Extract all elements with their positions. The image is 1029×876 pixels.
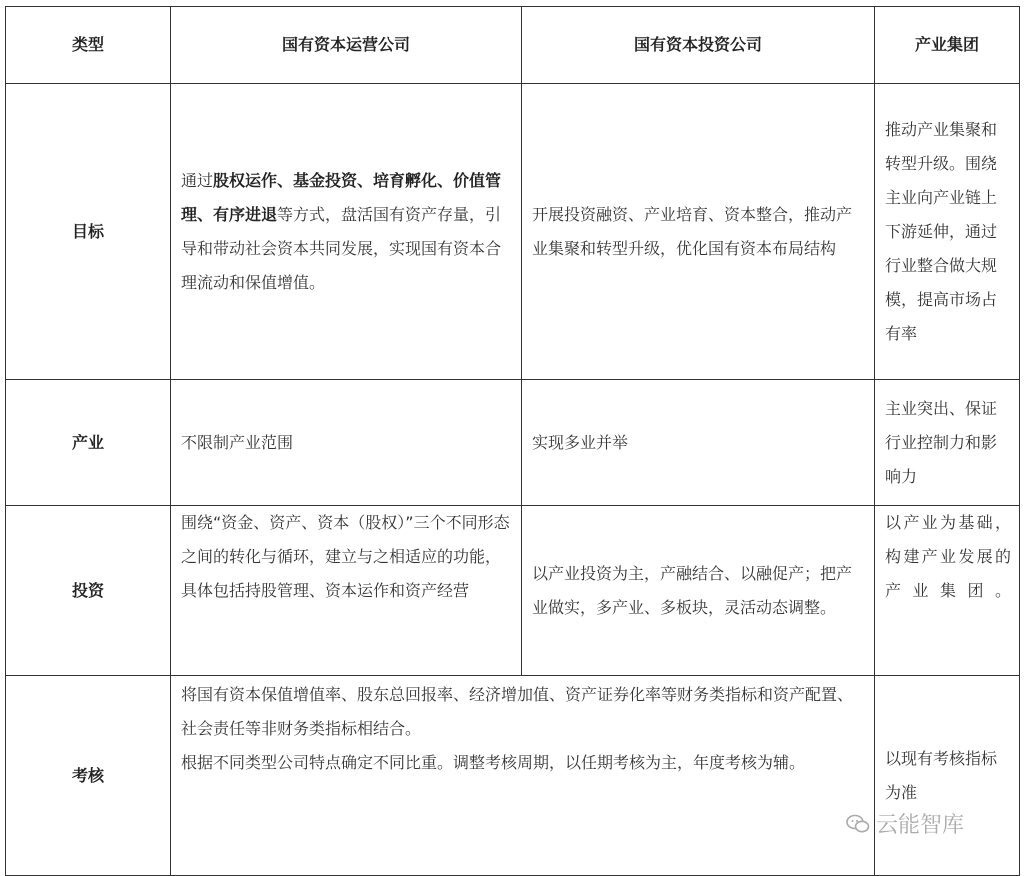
- assessment-text-2: 根据不同类型公司特点确定不同比重。调整考核周期，以任期考核为主，年度考核为辅。: [181, 753, 806, 772]
- goal-operation-cell: [171, 84, 522, 380]
- row-label-industry: 产业: [6, 380, 171, 506]
- comparison-table: [5, 6, 1020, 876]
- assessment-text-1: 将国有资本保值增值率、股东总回报率、经济增加值、资产证券化率等财务类指标和资产配置、社会责任等非财务类指标相结合。: [181, 685, 854, 738]
- table-row-investment: [6, 506, 1020, 676]
- invest-group-cell: 以产业为基础，构建产业发展的产业集团。: [875, 506, 1020, 676]
- header-operation-company: 国有资本运营公司: [171, 7, 522, 84]
- goal-operation-bold: 股权运作、基金投资、培育孵化、价值管理、有序进退: [181, 170, 502, 224]
- header-type: 类型: [6, 7, 171, 84]
- invest-operation-cell: [171, 506, 522, 676]
- wechat-icon: [846, 814, 870, 834]
- table-row-assessment: [6, 676, 1020, 876]
- watermark: [846, 808, 964, 839]
- invest-investment-cell: 以产业投资为主，产融结合、以融促产；把产业做实，多产业、多板块，灵活动态调整。: [522, 506, 875, 676]
- assessment-merged-cell: [171, 676, 875, 876]
- invest-operation-text: 围绕“资金、资产、资本（股权）”三个不同形态之间的转化与循环，建立与之相适应的功能，具体包括持股管理、资本运作和资产经营: [181, 513, 510, 600]
- watermark-text: 云能智库: [876, 813, 965, 838]
- industry-investment-cell: 实现多业并举: [522, 380, 875, 506]
- table-row-industry: [6, 380, 1020, 506]
- industry-group-cell: 主业突出、保证行业控制力和影响力: [875, 380, 1020, 506]
- goal-operation-suffix: 等方式，盘活国有资产存量，引导和带动社会资本共同发展，实现国有资本合理流动和保值增值。: [181, 204, 502, 292]
- header-row: [6, 7, 1020, 84]
- table-row-goal: [6, 84, 1020, 380]
- header-investment-company: 国有资本投资公司: [522, 7, 875, 84]
- header-industry-group: 产业集团: [875, 7, 1020, 84]
- goal-group-cell: 推动产业集聚和转型升级。围绕主业向产业链上下游延伸，通过行业整合做大规模，提高市场占有率: [875, 84, 1020, 380]
- row-label-goal: 目标: [6, 84, 171, 380]
- industry-operation-cell: 不限制产业范围: [171, 380, 522, 506]
- goal-operation-prefix: 通过: [181, 170, 214, 190]
- row-label-investment: 投资: [6, 506, 171, 676]
- row-label-assessment: 考核: [6, 676, 171, 876]
- assessment-group-cell: 以现有考核指标为准: [875, 676, 1020, 876]
- goal-investment-cell: 开展投资融资、产业培育、资本整合，推动产业集聚和转型升级，优化国有资本布局结构: [522, 84, 875, 380]
